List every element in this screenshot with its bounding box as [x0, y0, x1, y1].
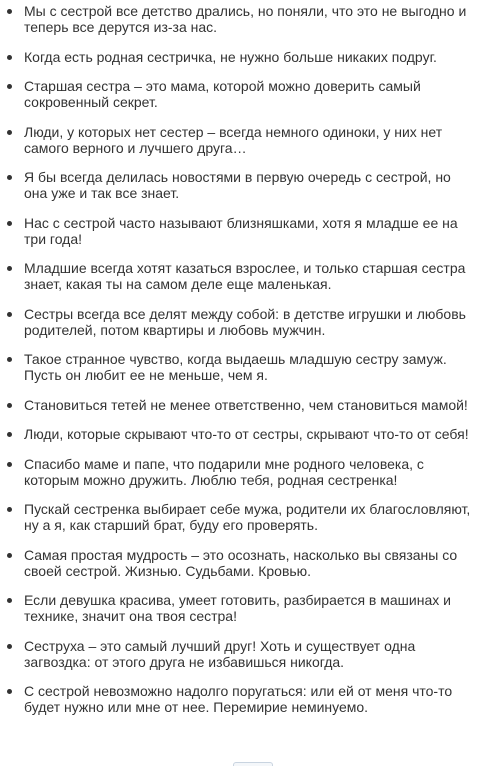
quote-text: Мы с сестрой все детство дрались, но поняли, что это не выгодно и теперь все дерутся из-за нас.: [24, 3, 467, 35]
quote-item: [0, 547, 486, 579]
quote-item: [0, 638, 486, 670]
quote-item: [0, 215, 486, 247]
quote-item: [0, 397, 486, 413]
bullet-icon: [7, 175, 12, 180]
quote-text: Младшие всегда хотят казаться взрослее, и только старшая сестра знает, какая ты на самом деле еще маленькая.: [24, 260, 466, 292]
quote-text: Когда есть родная сестричка, не нужно больше никаких подруг.: [24, 48, 437, 65]
quote-text: Старшая сестра – это мама, которой можно доверить самый сокровенный секрет.: [24, 78, 421, 110]
quote-item: [0, 169, 486, 201]
quote-text: С сестрой невозможно надолго поругаться: или ей от меня что-то будет нужно или мне от нее. Перемирие неминуемо.: [24, 683, 453, 715]
quote-item: [0, 426, 486, 442]
bullet-icon: [7, 553, 12, 558]
bullet-icon: [7, 357, 12, 362]
quote-text: Люди, у которых нет сестер – всегда немного одиноки, у них нет самого верного и лучшего друга…: [24, 123, 443, 156]
bullet-icon: [7, 312, 12, 317]
bullet-icon: [7, 432, 12, 437]
quote-item: [0, 592, 486, 624]
quote-text: Нас с сестрой часто называют близняшками, хотя я младше ее на три года!: [24, 214, 458, 247]
bullet-icon: [7, 689, 12, 694]
quote-text: Пускай сестренка выбирает себе мужа, родители их благословляют, ну а я, как старший брат, буду его проверять.: [24, 501, 471, 533]
quote-item: [0, 351, 486, 383]
quote-item: [0, 124, 486, 156]
quote-item: [0, 501, 486, 533]
bullet-icon: [7, 507, 12, 512]
quote-item: [0, 260, 486, 292]
quote-text: Я бы всегда делилась новостями в первую очередь с сестрой, но она уже и так все знает.: [24, 169, 451, 201]
bullet-icon: [7, 462, 12, 467]
bottom-tab-edge: [233, 762, 273, 766]
quote-item: [0, 78, 486, 110]
quote-item: [0, 306, 486, 338]
quote-text: Самая простая мудрость – это осознать, насколько вы связаны со своей сестрой. Жизнью. Судьбами. Кровью.: [24, 546, 458, 579]
bullet-icon: [7, 644, 12, 649]
bullet-icon: [7, 598, 12, 603]
quote-text: Становиться тетей не менее ответственно, чем становиться мамой!: [24, 396, 468, 413]
bullet-icon: [7, 403, 12, 408]
quote-text: Сеструха – это самый лучший друг! Хоть и существует одна загвоздка: от этого друга не избавишься никогда.: [24, 637, 416, 670]
quote-item: [0, 683, 486, 715]
bullet-icon: [7, 9, 12, 14]
bullet-icon: [7, 221, 12, 226]
bullet-icon: [7, 130, 12, 135]
quote-text: Люди, которые скрывают что-то от сестры, скрывают что-то от себя!: [24, 426, 469, 442]
bullet-icon: [7, 55, 12, 60]
quote-text: Спасибо маме и папе, что подарили мне родного человека, с которым можно дружить. Люблю тебя, родная сестренка!: [24, 455, 424, 488]
quote-text: Сестры всегда все делят между собой: в детстве игрушки и любовь родителей, потом квартиры и любовь мужчин.: [24, 305, 466, 338]
quote-text: Если девушка красива, умеет готовить, разбирается в машинах и технике, значит она твоя сестра!: [24, 592, 451, 624]
bullet-icon: [7, 266, 12, 271]
quote-text: Такое странное чувство, когда выдаешь младшую сестру замуж. Пусть он любит ее не меньше, чем я.: [24, 351, 447, 383]
bullet-icon: [7, 84, 12, 89]
quote-item: [0, 456, 486, 488]
quote-item: [0, 3, 486, 35]
quote-item: [0, 49, 486, 65]
